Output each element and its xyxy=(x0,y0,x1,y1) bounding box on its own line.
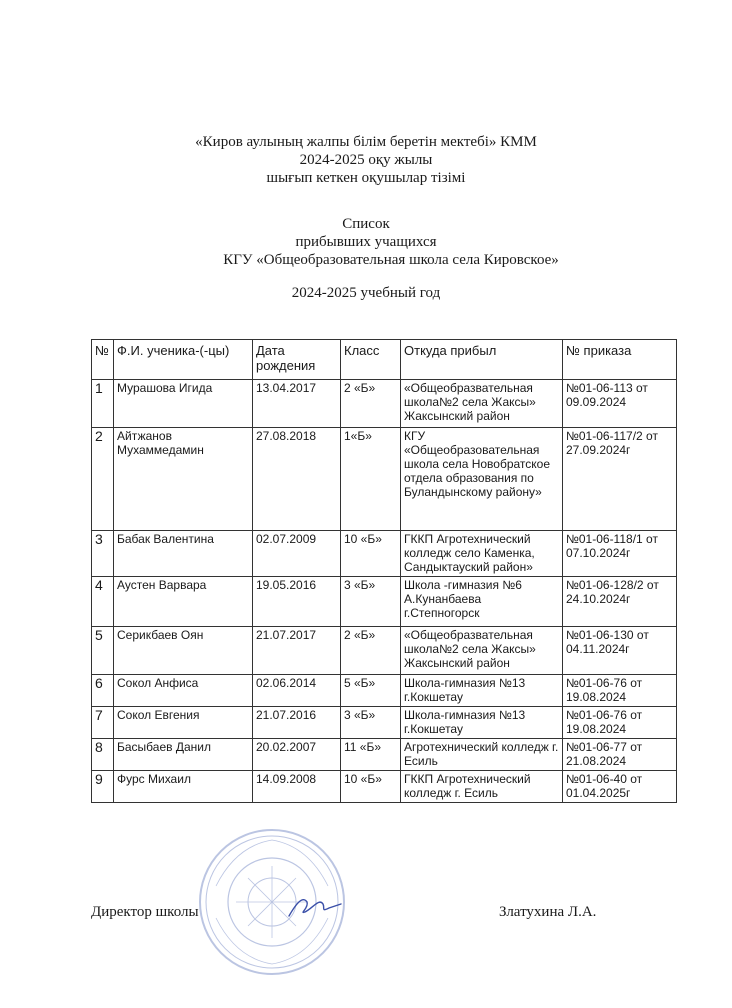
header-from: Откуда прибыл xyxy=(401,340,563,380)
row-number: 5 xyxy=(92,627,114,675)
row-order: №01-06-130 от 04.11.2024г xyxy=(563,627,677,675)
row-from: Школа-гимназия №13 г.Кокшетау xyxy=(401,675,563,707)
row-dob: 21.07.2017 xyxy=(253,627,341,675)
row-from: Школа-гимназия №13 г.Кокшетау xyxy=(401,707,563,739)
row-number: 4 xyxy=(92,577,114,627)
director-title: Директор школы xyxy=(91,904,199,920)
row-order: №01-06-76 от 19.08.2024 xyxy=(563,675,677,707)
row-order: №01-06-77 от 21.08.2024 xyxy=(563,739,677,771)
row-from: Школа -гимназия №6 А.Кунанбаева г.Степногорск xyxy=(401,577,563,627)
row-dob: 19.05.2016 xyxy=(253,577,341,627)
row-order: №01-06-117/2 от 27.09.2024г xyxy=(563,428,677,531)
row-name: Фурс Михаил xyxy=(114,771,253,803)
row-number: 2 xyxy=(92,428,114,531)
students-table xyxy=(91,339,677,803)
title-kz-line2: 2024-2025 оқу жылы xyxy=(299,152,433,168)
title-kazakh xyxy=(0,133,732,187)
row-dob: 20.02.2007 xyxy=(253,739,341,771)
table-row xyxy=(92,627,677,675)
table-row xyxy=(92,675,677,707)
academic-year: 2024-2025 учебный год xyxy=(291,285,441,301)
row-dob: 21.07.2016 xyxy=(253,707,341,739)
table-row xyxy=(92,707,677,739)
row-name: Сокол Анфиса xyxy=(114,675,253,707)
header-class: Класс xyxy=(341,340,401,380)
row-dob: 13.04.2017 xyxy=(253,380,341,428)
row-from: ГККП Агротехнический колледж село Каменка, Сандыктауский район» xyxy=(401,531,563,577)
row-name: Мурашова Игида xyxy=(114,380,253,428)
header-number: № xyxy=(92,340,114,380)
row-from: «Общеобразвательная школа№2 села Жаксы» Жаксынский район xyxy=(401,627,563,675)
row-from: Агротехнический колледж г. Есиль xyxy=(401,739,563,771)
table-header-row xyxy=(92,340,677,380)
row-order: №01-06-118/1 от 07.10.2024г xyxy=(563,531,677,577)
title-ru-line2: прибывших учащихся xyxy=(295,234,437,250)
row-order: №01-06-113 от 09.09.2024 xyxy=(563,380,677,428)
row-dob: 27.08.2018 xyxy=(253,428,341,531)
row-order: №01-06-40 от 01.04.2025г xyxy=(563,771,677,803)
table-row xyxy=(92,531,677,577)
row-class: 5 «Б» xyxy=(341,675,401,707)
row-name: Сокол Евгения xyxy=(114,707,253,739)
title-kz-line3: шығып кеткен оқушылар тізімі xyxy=(266,170,466,186)
table-row xyxy=(92,771,677,803)
row-from: ГККП Агротехнический колледж г. Есиль xyxy=(401,771,563,803)
table-row xyxy=(92,428,677,531)
row-number: 8 xyxy=(92,739,114,771)
title-russian xyxy=(0,215,732,269)
row-name: Басыбаев Данил xyxy=(114,739,253,771)
row-class: 11 «Б» xyxy=(341,739,401,771)
row-class: 3 «Б» xyxy=(341,577,401,627)
row-order: №01-06-76 от 19.08.2024 xyxy=(563,707,677,739)
row-class: 10 «Б» xyxy=(341,771,401,803)
row-order: №01-06-128/2 от 24.10.2024г xyxy=(563,577,677,627)
row-number: 6 xyxy=(92,675,114,707)
row-name: Серикбаев Оян xyxy=(114,627,253,675)
row-dob: 02.06.2014 xyxy=(253,675,341,707)
row-class: 10 «Б» xyxy=(341,531,401,577)
row-name: Айтжанов Мухаммедамин xyxy=(114,428,253,531)
header-order: № приказа xyxy=(563,340,677,380)
title-ru-line1: Список xyxy=(342,216,390,232)
row-dob: 14.09.2008 xyxy=(253,771,341,803)
header-name: Ф.И. ученика-(-цы) xyxy=(114,340,253,380)
row-from: КГУ «Общеобразовательная школа села Новобратское отдела образования по Буландынскому району» xyxy=(401,428,563,531)
header-dob: Дата рождения xyxy=(253,340,341,380)
row-number: 9 xyxy=(92,771,114,803)
row-class: 2 «Б» xyxy=(341,627,401,675)
table-row xyxy=(92,380,677,428)
row-class: 2 «Б» xyxy=(341,380,401,428)
director-name: Златухина Л.А. xyxy=(499,904,597,920)
row-from: «Общеобразвательная школа№2 села Жаксы» Жаксынский район xyxy=(401,380,563,428)
title-kz-line1: «Киров аулының жалпы білім беретін мектебі» КММ xyxy=(195,134,537,150)
row-name: Аустен Варвара xyxy=(114,577,253,627)
table-row xyxy=(92,739,677,771)
signature-block xyxy=(91,904,611,921)
row-number: 7 xyxy=(92,707,114,739)
row-number: 1 xyxy=(92,380,114,428)
row-name: Бабак Валентина xyxy=(114,531,253,577)
row-number: 3 xyxy=(92,531,114,577)
row-class: 1«Б» xyxy=(341,428,401,531)
table-row xyxy=(92,577,677,627)
title-ru-line3: КГУ «Общеобразовательная школа села Кировское» xyxy=(223,252,559,268)
row-dob: 02.07.2009 xyxy=(253,531,341,577)
row-class: 3 «Б» xyxy=(341,707,401,739)
